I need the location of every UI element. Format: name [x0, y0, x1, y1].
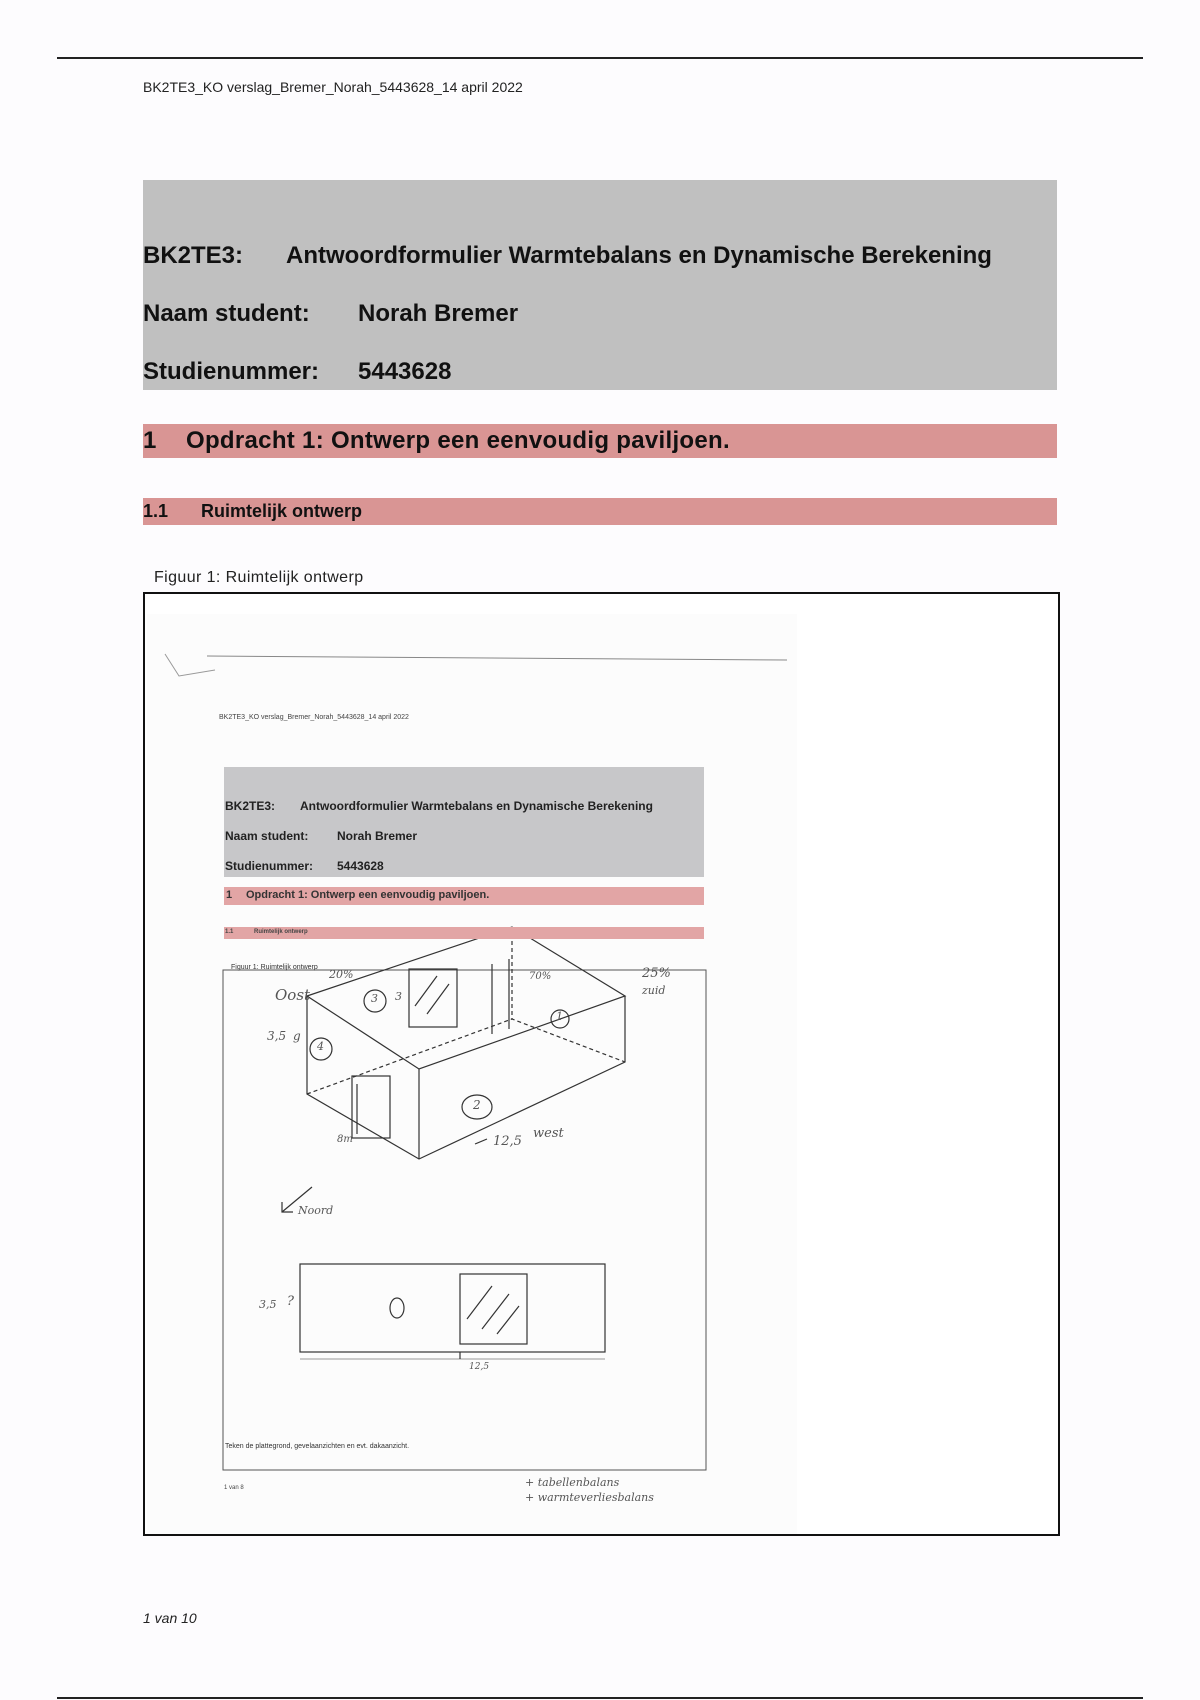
scan-section-heading	[224, 887, 704, 905]
scan-course-row	[225, 799, 653, 813]
hw-plan-question: ?	[287, 1294, 294, 1309]
door-sketch	[352, 1076, 390, 1138]
hw-noord: Noord	[298, 1204, 334, 1217]
scan-title-block	[224, 767, 704, 877]
student-name-label: Naam student:	[143, 300, 310, 327]
page-number-footer: 1 van 10	[143, 1610, 197, 1626]
scan-instruction: Teken de plattegrond, gevelaanzichten en evt. dakaanzicht.	[225, 1443, 410, 1450]
window-north	[409, 969, 457, 1027]
section-title: Opdracht 1: Ontwerp een eenvoudig paviljoen.	[186, 427, 730, 454]
scan-corner-mark	[165, 654, 215, 676]
scan-course-label: BK2TE3:	[225, 799, 276, 813]
scan-h2-number: 1.1	[225, 929, 234, 935]
hw-height-3: 3	[395, 990, 402, 1003]
glass-hatch	[427, 984, 449, 1014]
running-header: BK2TE3_KO verslag_Bremer_Norah_5443628_14 april 2022	[143, 79, 523, 95]
scan-running-header: BK2TE3_KO verslag_Bremer_Norah_5443628_14 april 2022	[219, 714, 409, 721]
scan-id-value: 5443628	[337, 859, 384, 873]
scan-id-row	[225, 859, 384, 873]
hw-pct-70: 70%	[529, 971, 552, 982]
hw-west: west	[533, 1126, 564, 1141]
hw-pct-25: 25%	[642, 966, 671, 981]
plan-hatch	[497, 1306, 519, 1334]
student-id-label: Studienummer:	[143, 358, 320, 385]
glass-hatch	[415, 976, 437, 1006]
hw-room-4: 4	[317, 1040, 324, 1053]
wall-outline	[307, 996, 625, 1159]
hw-pct-20: 20%	[329, 968, 354, 981]
scan-name-value: Norah Bremer	[337, 829, 418, 843]
hw-room-2: 2	[473, 1098, 481, 1112]
scanned-sketch-page	[147, 614, 797, 1534]
top-rule	[57, 57, 1143, 59]
hw-plan-height: 3,5	[259, 1298, 277, 1311]
bottom-rule	[57, 1697, 1143, 1699]
scan-course-title: Antwoordformulier Warmtebalans en Dynamische Berekening	[300, 799, 653, 813]
hw-plan-length: 12,5	[469, 1362, 490, 1372]
subsection-title: Ruimtelijk ontwerp	[201, 501, 363, 521]
hw-length-125: 12,5	[493, 1134, 522, 1149]
hw-g: g	[293, 1029, 301, 1043]
sketch-drawing	[147, 614, 797, 1534]
scan-id-label: Studienummer:	[225, 859, 314, 873]
subsection-heading-1-1	[143, 498, 1057, 525]
pavilion-isometric	[307, 927, 625, 1159]
course-row	[143, 242, 992, 270]
scan-name-row	[225, 829, 418, 843]
student-name-row	[143, 300, 519, 328]
section-number: 1	[143, 427, 157, 454]
hidden-floor	[307, 1019, 625, 1094]
student-id-row	[143, 358, 452, 386]
hw-width-8: 8m	[337, 1134, 353, 1145]
scan-h1-title: Opdracht 1: Ontwerp een eenvoudig paviljoen.	[246, 889, 490, 901]
roof-outline	[307, 927, 625, 1069]
hw-room-1: 1	[556, 1010, 563, 1023]
title-block	[143, 180, 1057, 390]
scan-h2-title: Ruimtelijk ontwerp	[254, 929, 308, 935]
hw-zuid: zuid	[642, 984, 666, 997]
figure-caption: Figuur 1: Ruimtelijk ontwerp	[154, 569, 364, 586]
hw-note-2: + warmteverliesbalans	[525, 1491, 654, 1504]
subsection-number: 1.1	[143, 501, 169, 521]
hw-oost: Oost	[275, 986, 311, 1004]
scan-paper-edge	[207, 656, 787, 660]
course-label: BK2TE3:	[143, 242, 244, 269]
scan-name-label: Naam student:	[225, 829, 309, 843]
dim-arrow	[475, 1139, 487, 1144]
hw-room-3: 3	[371, 992, 378, 1005]
figure-frame	[143, 592, 1060, 1536]
hw-height-35: 3,5	[267, 1029, 287, 1043]
plan-room-marker	[390, 1298, 404, 1318]
scan-h1-number: 1	[226, 889, 233, 901]
plan-outline	[300, 1264, 605, 1352]
student-id-value: 5443628	[358, 358, 452, 385]
section-heading-1	[143, 424, 1057, 458]
plan-hatch	[467, 1286, 492, 1319]
floor-plan	[300, 1264, 605, 1359]
scan-page-number: 1 van 8	[224, 1485, 244, 1491]
scan-subsection-heading	[224, 927, 704, 939]
scan-figure-frame	[223, 970, 706, 1470]
course-title: Antwoordformulier Warmtebalans en Dynamische Berekening	[286, 242, 992, 269]
hw-note-1: + tabellenbalans	[525, 1476, 620, 1489]
student-name-value: Norah Bremer	[358, 300, 519, 327]
scan-figure-caption: Figuur 1: Ruimtelijk ontwerp	[231, 964, 318, 971]
